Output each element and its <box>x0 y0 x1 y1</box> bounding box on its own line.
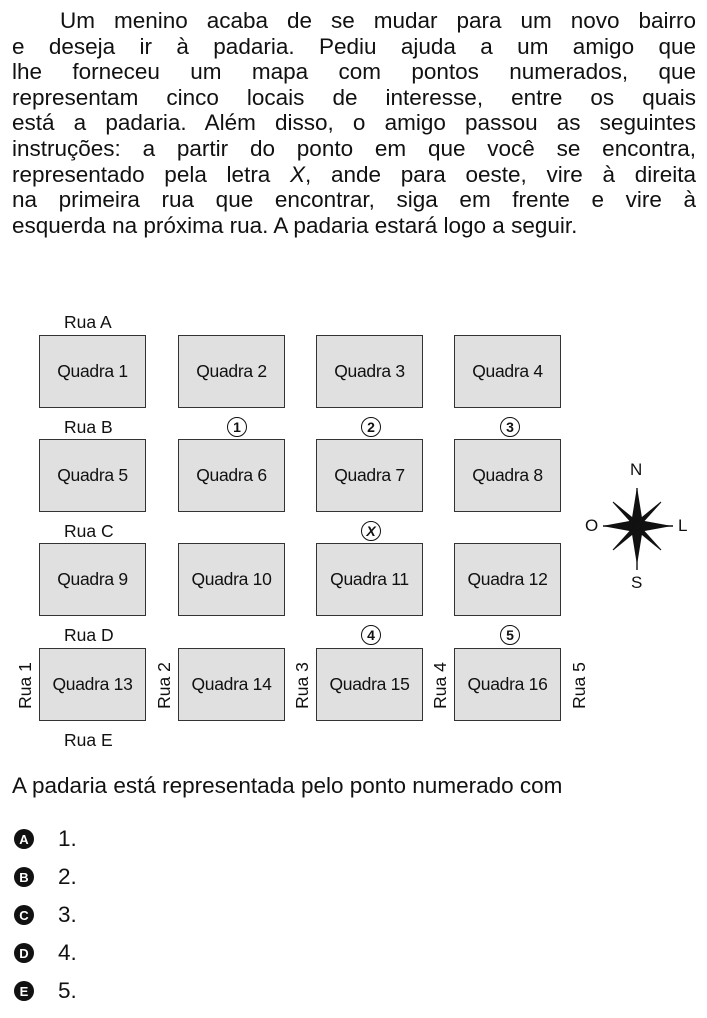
street-rua-a: Rua A <box>64 312 112 332</box>
paragraph-line: e deseja ir à padaria. Pediu ajuda a um amigo que <box>12 33 696 59</box>
block-quadra-11: Quadra 11 <box>316 543 423 616</box>
street-rua-d: Rua D <box>64 625 114 645</box>
option-letter-badge: A <box>14 829 34 849</box>
block-quadra-16: Quadra 16 <box>454 648 561 721</box>
option-c[interactable] <box>14 902 77 928</box>
option-text: 1. <box>58 826 77 851</box>
question-stem: A padaria está representada pelo ponto numerado com <box>12 773 563 798</box>
street-rua-b: Rua B <box>64 417 113 437</box>
question-paragraph <box>12 8 696 238</box>
point-5-marker: 5 <box>500 625 520 645</box>
option-letter-badge: E <box>14 981 34 1001</box>
point-2-marker: 2 <box>361 417 381 437</box>
point-x-reference: X <box>290 161 306 187</box>
compass-west-label: O <box>585 516 599 535</box>
block-quadra-8: Quadra 8 <box>454 439 561 512</box>
block-quadra-9: Quadra 9 <box>39 543 146 616</box>
block-quadra-2: Quadra 2 <box>178 335 285 408</box>
block-quadra-7: Quadra 7 <box>316 439 423 512</box>
paragraph-line <box>12 162 696 188</box>
block-quadra-4: Quadra 4 <box>454 335 561 408</box>
point-4-marker: 4 <box>361 625 381 645</box>
block-quadra-12: Quadra 12 <box>454 543 561 616</box>
paragraph-text: , ande para oeste, vire à direita <box>305 161 696 187</box>
option-letter-badge: D <box>14 943 34 963</box>
option-letter-badge: B <box>14 867 34 887</box>
street-rua-e: Rua E <box>64 730 113 750</box>
compass-rose-icon <box>575 460 700 590</box>
point-3-marker: 3 <box>500 417 520 437</box>
street-rua-3: Rua 3 <box>291 662 312 709</box>
compass-south-label: S <box>631 573 643 592</box>
paragraph-line: representam cinco locais de interesse, entre os quais <box>12 84 696 110</box>
option-text: 4. <box>58 940 77 965</box>
paragraph-line: instruções: a partir do ponto em que você se encontra, <box>12 135 696 161</box>
paragraph-line: está a padaria. Além disso, o amigo passou as seguintes <box>12 110 696 136</box>
option-letter-badge: C <box>14 905 34 925</box>
street-rua-1: Rua 1 <box>14 662 35 709</box>
block-quadra-15: Quadra 15 <box>316 648 423 721</box>
block-quadra-1: Quadra 1 <box>39 335 146 408</box>
compass-east-label: L <box>678 516 688 535</box>
street-rua-2: Rua 2 <box>153 662 174 709</box>
option-e[interactable] <box>14 978 77 1004</box>
option-a[interactable] <box>14 826 77 852</box>
point-x-marker: X <box>361 521 381 541</box>
block-quadra-13: Quadra 13 <box>39 648 146 721</box>
option-text: 2. <box>58 864 77 889</box>
block-quadra-14: Quadra 14 <box>178 648 285 721</box>
paragraph-line: esquerda na próxima rua. A padaria estará logo a seguir. <box>12 212 578 238</box>
block-quadra-6: Quadra 6 <box>178 439 285 512</box>
block-quadra-5: Quadra 5 <box>39 439 146 512</box>
option-b[interactable] <box>14 864 77 890</box>
compass-north-label: N <box>630 460 643 479</box>
option-text: 3. <box>58 902 77 927</box>
paragraph-line: na primeira rua que encontrar, siga em frente e vire à <box>12 187 696 213</box>
paragraph-line: Um menino acaba de se mudar para um novo bairro <box>60 8 696 33</box>
option-text: 5. <box>58 978 77 1003</box>
block-quadra-10: Quadra 10 <box>178 543 285 616</box>
paragraph-line: lhe forneceu um mapa com pontos numerados, que <box>12 59 696 85</box>
street-rua-5: Rua 5 <box>568 662 589 709</box>
street-rua-4: Rua 4 <box>429 662 450 709</box>
street-rua-c: Rua C <box>64 521 114 541</box>
point-1-marker: 1 <box>227 417 247 437</box>
block-quadra-3: Quadra 3 <box>316 335 423 408</box>
option-d[interactable] <box>14 940 77 966</box>
paragraph-text: representado pela letra <box>12 161 291 187</box>
